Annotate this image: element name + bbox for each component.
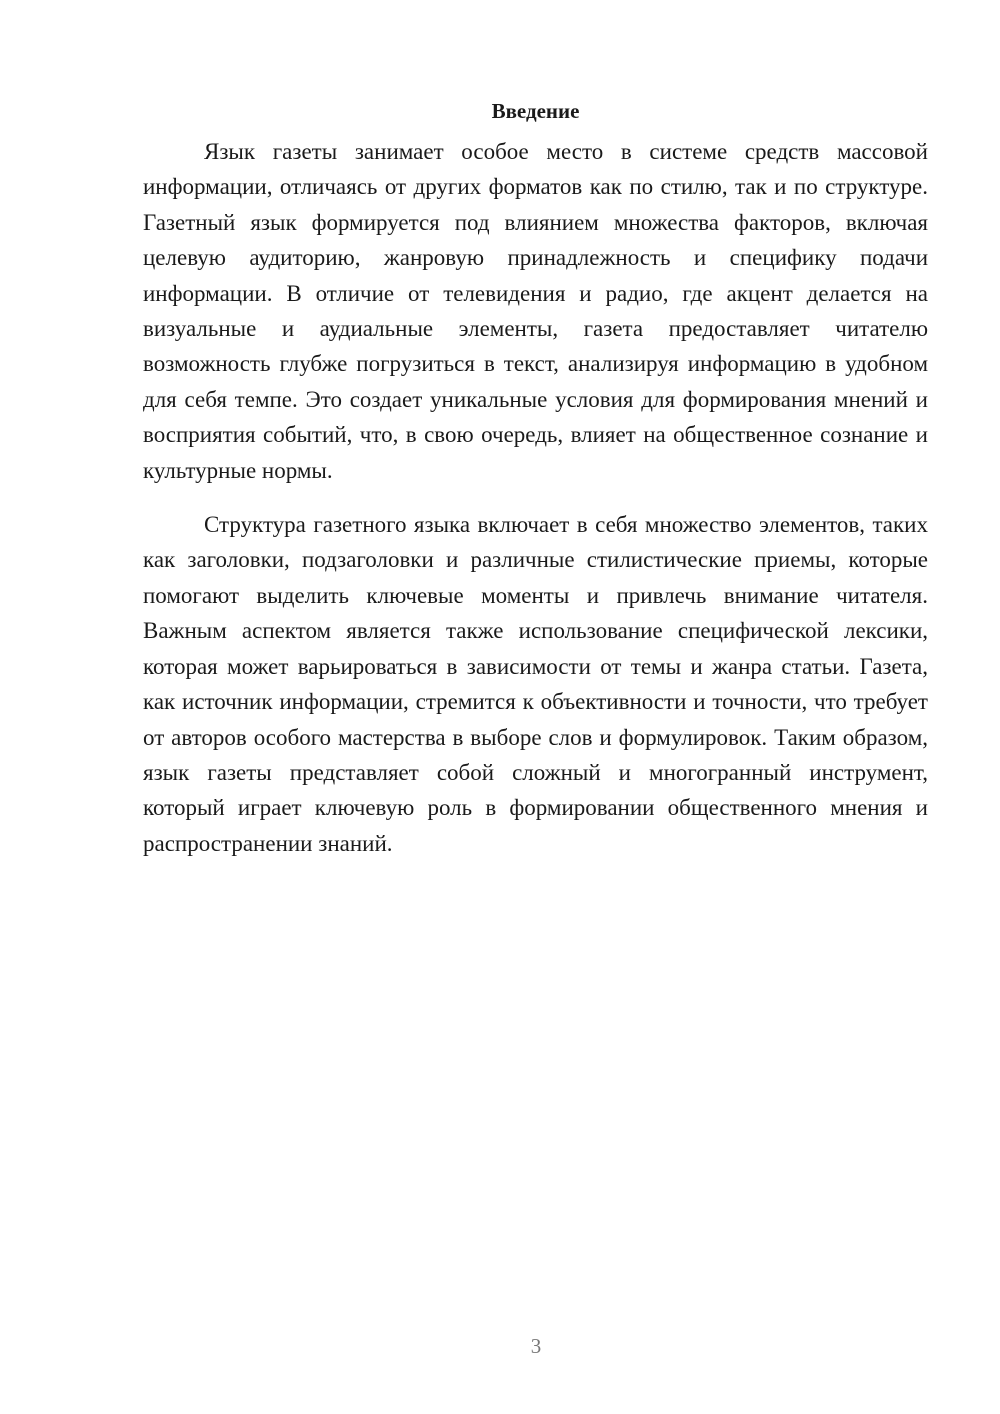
body-paragraph-1: Язык газеты занимает особое место в системе средств массовой информации, отличаясь от других форматов как по стилю, так и по структуре. Газетный язык формируется под влиянием множества факторов, включая целевую аудиторию, жанровую принадлежность и специфику подачи информации. В отличие от телевидения и радио, где акцент делается на визуальные и аудиальные элементы, газета предоставляет читателю возможность глубже погрузиться в текст, анализируя информацию в удобном для себя темпе. Это создает уникальные условия для формирования мнений и восприятия событий, что, в свою очередь, влияет на общественное сознание и культурные нормы. (143, 139, 928, 483)
page-content (143, 94, 928, 861)
body-paragraph-2: Структура газетного языка включает в себя множество элементов, таких как заголовки, подзаголовки и различные стилистические приемы, которые помогают выделить ключевые моменты и привлечь внимание читателя. Важным аспектом является также использование специфической лексики, которая может варьироваться в зависимости от темы и жанра статьи. Газета, как источник информации, стремится к объективности и точности, что требует от авторов особого мастерства в выборе слов и формулировок. Таким образом, язык газеты представляет собой сложный и многогранный инструмент, который играет ключевую роль в формировании общественного мнения и распространении знаний. (143, 512, 928, 856)
page-number: 3 (530, 1334, 542, 1358)
section-heading: Введение (491, 99, 580, 123)
